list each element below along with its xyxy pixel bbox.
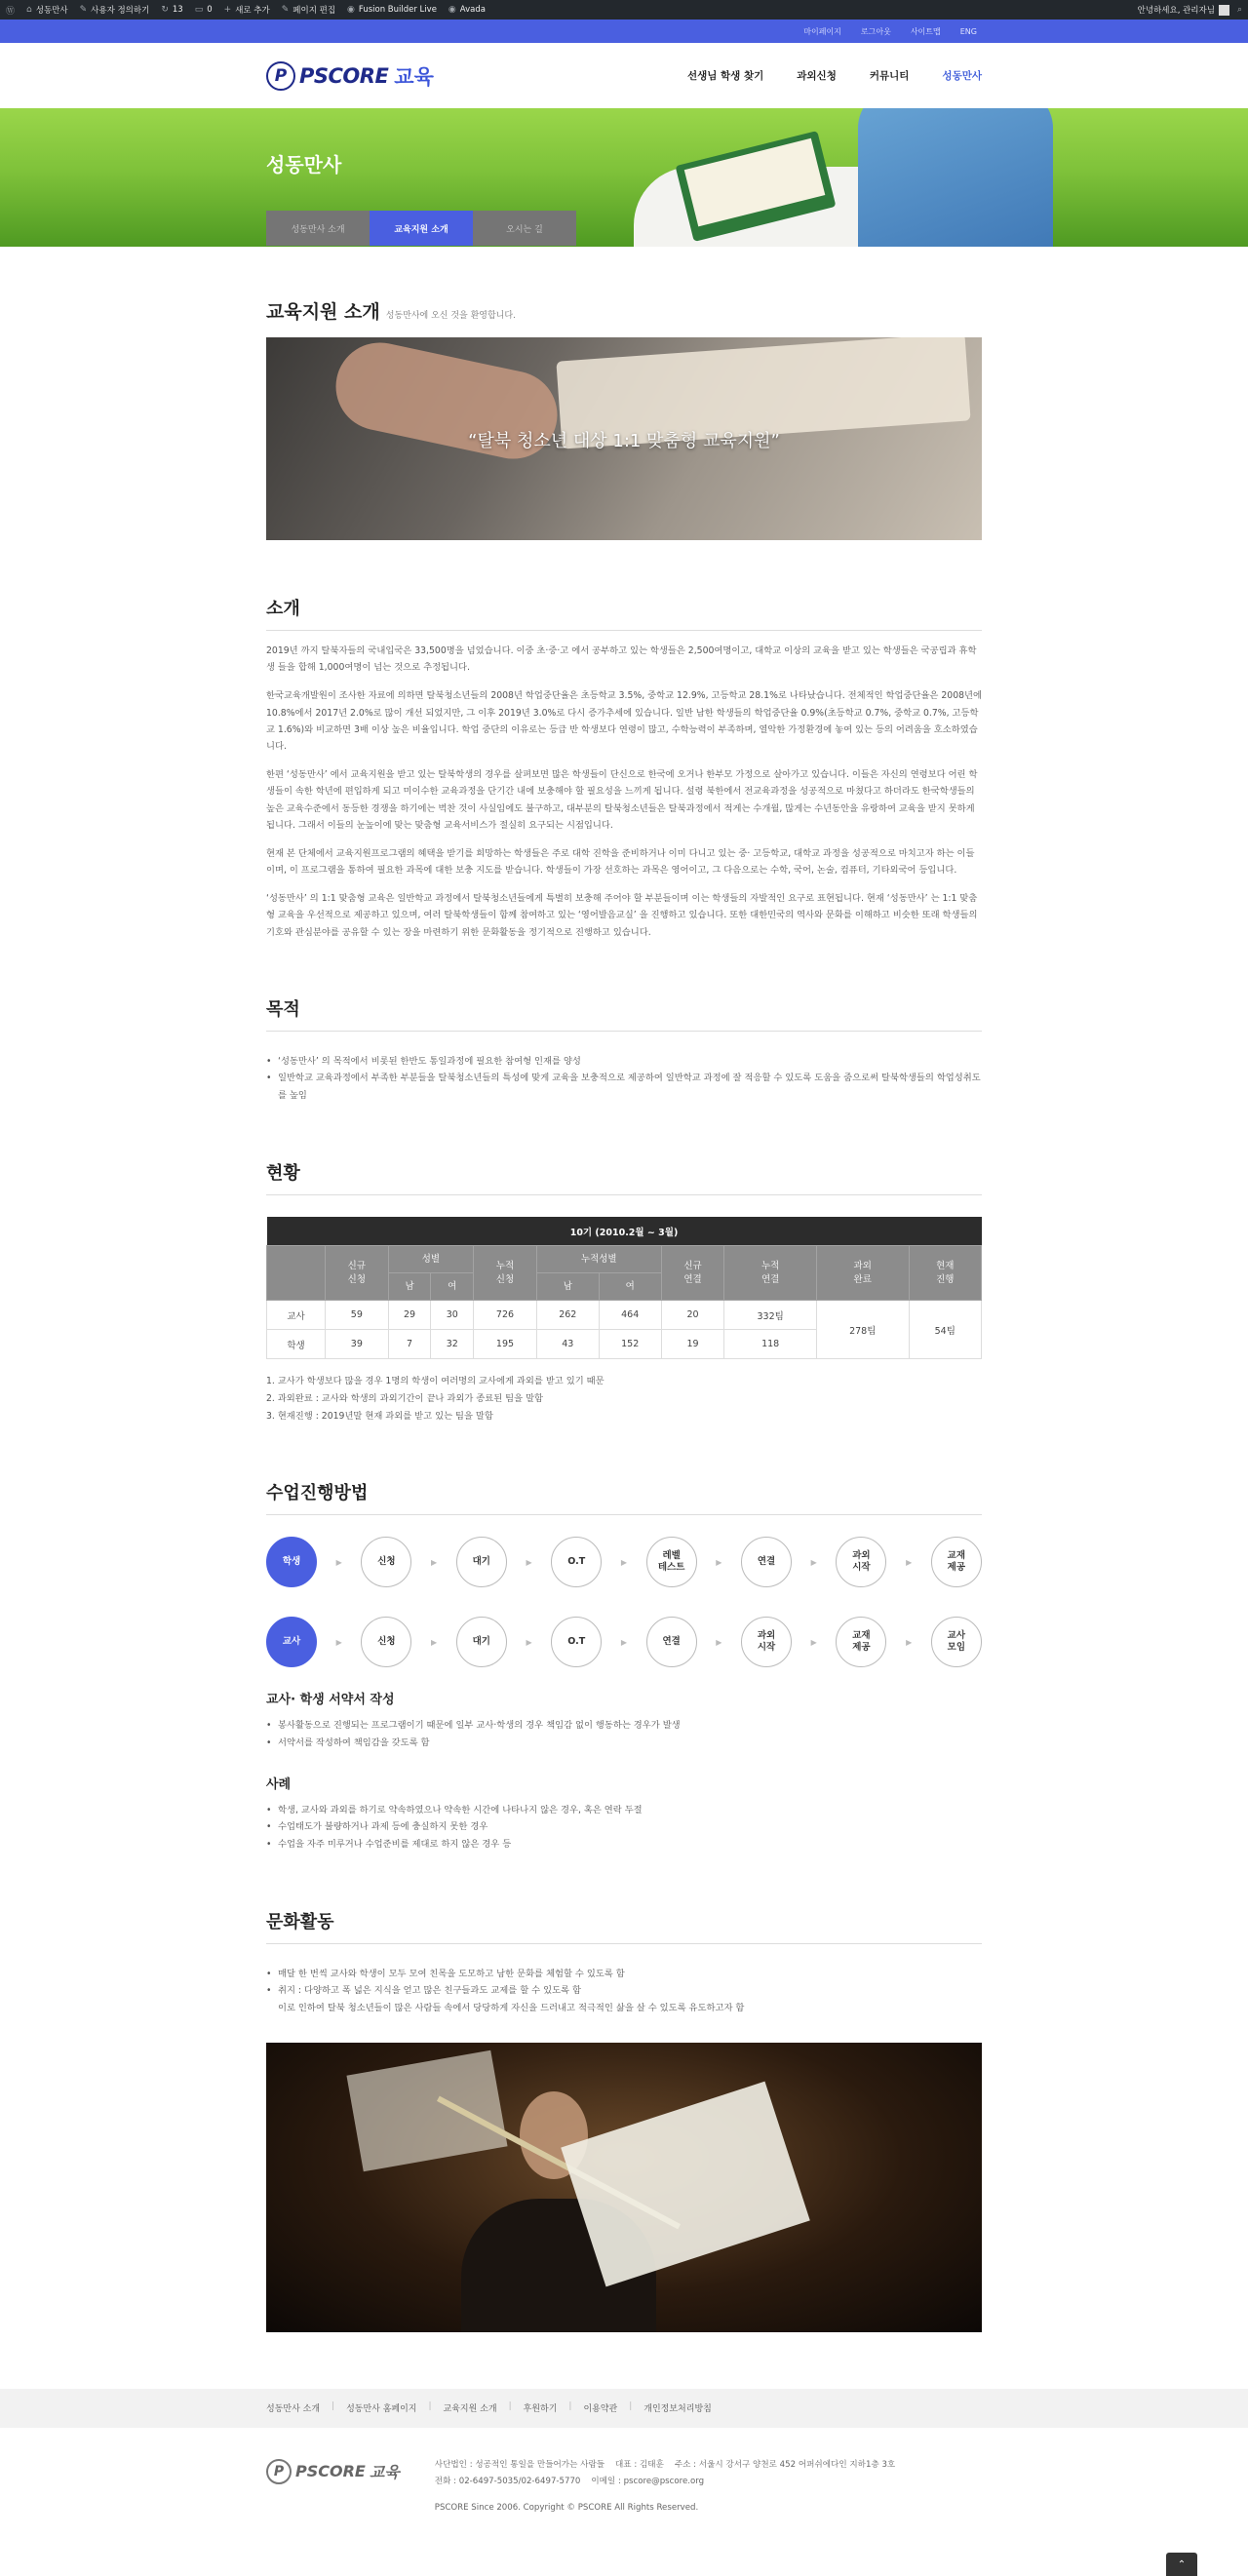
- intro-paragraph: 2019년 까지 탈북자들의 국내입국은 33,500명을 넘었습니다. 이중 초·중·고 에서 공부하고 있는 학생들은 2,500여명이고, 대학교 이상의 교육을 받고 있는 학생들은 국공립과 휴학생 들을 합해 1,000여명이 넘는 것으로 추정됩니다.: [266, 645, 977, 674]
- site-footer: [266, 2428, 982, 2576]
- table-header: 신규 연결: [661, 1246, 724, 1301]
- tab-education[interactable]: 교육지원 소개: [370, 211, 473, 246]
- admin-avada-link[interactable]: ◉ Avada: [448, 5, 486, 15]
- table-header: 누적 신청: [474, 1246, 537, 1301]
- arrow-right-icon: ▶: [810, 1557, 817, 1567]
- footer-ceo: 대표 : 김태훈: [615, 2459, 664, 2470]
- flow-step: 연결: [646, 1617, 697, 1667]
- table-cell: 29: [388, 1301, 431, 1330]
- pledge-title: 교사· 학생 서약서 작성: [266, 1693, 395, 1708]
- divider: |: [428, 2401, 432, 2411]
- list-item: • ‘성동만사’ 의 목적에서 비롯된 한반도 통일과정에 필요한 참여형 인재를 양성: [266, 1053, 982, 1071]
- table-cell: 학생: [267, 1330, 326, 1359]
- flow-step: 신청: [361, 1617, 411, 1667]
- purpose-list: [266, 1053, 982, 1105]
- list-item: • 학생, 교사와 과외를 하기로 약속하였으나 약속한 시간에 나타나지 않은 경우, 혹은 연락 두절: [266, 1802, 982, 1819]
- nav-item-find[interactable]: 선생님 학생 찾기: [686, 70, 764, 82]
- chevron-up-icon: ⌃: [1177, 2558, 1187, 2570]
- intro-paragraph: 현재 본 단체에서 교육지원프로그램의 혜택을 받기를 희망하는 학생들은 주로 대학 진학을 준비하거나 이미 다니고 있는 중· 고등학교, 대학교 과정을 성공적으로 마치고자 하는 이들이며, 이 프로그램을 통하여 필요한 과목에 대한 보충 지도를 받습니다. 학생들이 가장 선호하는 과목은 영어이고, 그 다음으로는 수학, 국어, 논술, 컴퓨터, 기타외국어 등입니다.: [266, 847, 975, 877]
- section-title-culture: 문화활동: [266, 1908, 982, 1944]
- wordpress-icon: Ⓦ: [6, 6, 16, 17]
- admin-edit-page-link[interactable]: ✎ 페이지 편집: [281, 5, 336, 16]
- arrow-right-icon: ▶: [906, 1557, 913, 1567]
- flow-step: 대기: [456, 1537, 507, 1587]
- table-header: 과외 완료: [816, 1246, 909, 1301]
- logo-name: PSCORE: [299, 63, 389, 88]
- utility-link-eng[interactable]: ENG: [959, 26, 977, 36]
- footer-info: [435, 2457, 895, 2576]
- photo-sheet-music: [561, 2081, 810, 2286]
- avada-icon: ◉: [448, 5, 456, 15]
- section-title-purpose: 목적: [266, 995, 982, 1032]
- footer-address: 주소 : 서울시 강서구 양천로 452 어퍼쉬에다인 지하1층 3호: [674, 2459, 896, 2470]
- education-banner: [266, 337, 982, 540]
- status-notes: [266, 1373, 982, 1425]
- footer-logo: P PSCORE 교육: [266, 2457, 400, 2486]
- divider: |: [629, 2401, 633, 2411]
- list-item: • 일반학교 교육과정에서 부족한 부분들을 탈북청소년들의 특성에 맞게 교육을 보충적으로 제공하여 일반학교 과정에 잘 적응할 수 있도록 도움을 줌으로써 탈북학생들의 학업성취도를 높임: [266, 1070, 982, 1104]
- utility-bar: [0, 20, 1248, 43]
- table-cell: 59: [326, 1301, 389, 1330]
- arrow-right-icon: ▶: [716, 1637, 722, 1647]
- utility-link-logout[interactable]: 로그아웃: [860, 26, 891, 36]
- logo-sub: 교육: [394, 64, 434, 89]
- refresh-icon: ↻: [161, 5, 169, 15]
- table-cell-completed: 278팀: [816, 1301, 909, 1359]
- wordpress-menu[interactable]: [6, 4, 15, 17]
- teacher-flow: [266, 1617, 982, 1667]
- footer-link[interactable]: 교육지원 소개: [443, 2404, 497, 2414]
- hero-banner: [0, 108, 1248, 247]
- admin-updates-link[interactable]: ↻ 13: [161, 5, 183, 15]
- divider: |: [508, 2401, 512, 2411]
- table-cell-ongoing: 54팀: [909, 1301, 981, 1359]
- flow-step: O.T: [551, 1537, 602, 1587]
- table-cell: 39: [326, 1330, 389, 1359]
- table-header-male: 남: [388, 1273, 431, 1301]
- table-caption: 10기 (2010.2월 ~ 3월): [267, 1217, 982, 1246]
- arrow-right-icon: ▶: [906, 1637, 913, 1647]
- wp-admin-bar: [0, 0, 1248, 20]
- pencil-icon: ✎: [281, 5, 290, 15]
- list-item: • 수업태도가 불량하거나 과제 등에 충실하지 못한 경우: [266, 1818, 982, 1836]
- footer-link[interactable]: 후원하기: [523, 2404, 558, 2414]
- flow-step: 과외 시작: [836, 1537, 886, 1587]
- list-item: • 서약서를 작성하여 책임감을 갖도록 함: [266, 1735, 982, 1752]
- footer-email: 이메일 : pscore@pscore.org: [591, 2476, 705, 2486]
- admin-customize-link[interactable]: ✎ 사용자 정의하기: [79, 5, 150, 16]
- intro-paragraph: ‘성동만사’ 의 1:1 맞춤형 교육은 일반학교 과정에서 탈북청소년들에게 특별히 보충해 주어야 할 부분들이며 이는 학생들의 자발적인 요구로 표현됩니다. 현재 ‘성동만사’ 는 1:1 맞춤형 교육을 우선적으로 제공하고 있으며, 여러 탈북학생들이 함께 참여하고 있는 ‘영어발음교실’ 을 진행하고 있습니다. 또한 대한민국의 역사와 문화를 이해하고 비슷한 또래 학생들의 기호와 관심분야를 공유할 수 있는 장을 마련하기 위한 문화활동을 정기적으로 진행하고 있습니다.: [266, 893, 978, 938]
- admin-site-link[interactable]: ⌂ 성동만사: [26, 5, 68, 16]
- culture-list: [266, 1966, 982, 2017]
- list-item: 2. 과외완료 : 교사와 학생의 과외기간이 끝나 과외가 종료된 팀을 말함: [266, 1392, 544, 1404]
- flow-step: 과외 시작: [741, 1617, 792, 1667]
- section-title-status: 현황: [266, 1159, 982, 1195]
- footer-phone: 전화 : 02-6497-5035/02-6497-5770: [434, 2476, 581, 2486]
- table-cell: 152: [599, 1330, 661, 1359]
- intro-paragraph: 한편 ‘성동만사’ 에서 교육지원을 받고 있는 탈북학생의 경우를 살펴보면 많은 학생들이 단신으로 한국에 오거나 한부모 가정으로 살아가고 있습니다. 이들은 자신의 연령보다 어린 학생들이 속한 학년에 편입하게 되고 미이수한 교육과정을 단기간 내에 보충해야 할 필요성을 느끼게 됩니다. 설령 북한에서 전교육과정을 성공적으로 마쳤다고 하더라도 한국학생들의 높은 교육수준에서 동등한 경쟁을 하기에는 벅찬 것이 사실임에도 불구하고, 대부분의 탈북청소년들은 탈북과정에서 적게는 수개월, 많게는 수년동안을 유랑하여 교육을 받지 못하게 됩니다. 그래서 이들의 눈높이에 맞는 맞춤형 교육서비스가 절실히 요구되는 시점입니다.: [266, 769, 978, 831]
- nav-item-apply[interactable]: 과외신청: [797, 70, 837, 82]
- table-cell: 726: [474, 1301, 537, 1330]
- nav-item-community[interactable]: 커뮤니티: [869, 70, 910, 82]
- list-item: • 취지 : 다양하고 폭 넓은 지식을 얻고 많은 친구들과도 교제를 할 수 있도록 함 이로 인하여 탈북 청소년들이 많은 사람들 속에서 당당하게 자신을 드러내고 적극적인 삶을 살 수 있도록 유도하고자 함: [266, 1982, 982, 2016]
- flow-step-student: 학생: [266, 1537, 317, 1587]
- arrow-right-icon: ▶: [716, 1557, 722, 1567]
- table-header-female: 여: [599, 1273, 661, 1301]
- status-table: [266, 1217, 982, 1360]
- flow-step: 대기: [456, 1617, 507, 1667]
- fusion-icon: ◉: [347, 5, 355, 15]
- plus-icon: +: [223, 5, 232, 15]
- admin-fusion-builder-link[interactable]: ◉ Fusion Builder Live: [347, 5, 437, 15]
- concert-photo: [266, 2043, 982, 2332]
- table-cell: 30: [431, 1301, 474, 1330]
- footer-copyright: PSCORE Since 2006. Copyright © PSCORE All Rights Reserved.: [434, 2502, 699, 2513]
- pscore-logo-icon: P: [266, 61, 295, 91]
- arrow-right-icon: ▶: [620, 1557, 627, 1567]
- section-title-process: 수업진행방법: [266, 1479, 982, 1515]
- list-item: • 수업을 자주 미루거나 수업준비를 제대로 하지 않은 경우 등: [266, 1836, 982, 1854]
- utility-link-sitemap[interactable]: 사이트맵: [910, 26, 941, 36]
- main-content: [266, 297, 982, 2332]
- table-cell: 20: [661, 1301, 724, 1330]
- flow-step: 교재 제공: [931, 1537, 982, 1587]
- divider: |: [332, 2401, 335, 2411]
- table-cell: 43: [536, 1330, 599, 1359]
- comment-icon: ▭: [194, 5, 204, 15]
- brush-icon: ✎: [79, 5, 88, 15]
- footer-links: [0, 2389, 1248, 2428]
- footer-link[interactable]: 성동만사 소개: [266, 2404, 321, 2414]
- flow-step: 교재 제공: [836, 1617, 886, 1667]
- arrow-right-icon: ▶: [431, 1557, 438, 1567]
- avatar: [1219, 5, 1229, 16]
- footer-link[interactable]: 이용약관: [583, 2404, 618, 2414]
- table-cell: 464: [599, 1301, 661, 1330]
- table-cell: 332팀: [724, 1301, 817, 1330]
- page-subtitle: 성동만사에 오신 것을 환영합니다.: [385, 311, 516, 321]
- page-heading: [266, 297, 982, 324]
- footer-link[interactable]: 개인정보처리방침: [644, 2404, 712, 2414]
- scroll-to-top-button[interactable]: [1166, 2553, 1197, 2576]
- table-cell: 7: [388, 1330, 431, 1359]
- flow-step: O.T: [551, 1617, 602, 1667]
- arrow-right-icon: ▶: [526, 1637, 532, 1647]
- table-cell: 19: [661, 1330, 724, 1359]
- divider: |: [568, 2401, 572, 2411]
- pledge-list: [266, 1717, 982, 1751]
- table-header: 현재 진행: [909, 1246, 981, 1301]
- section-title-intro: 소개: [266, 595, 982, 631]
- table-header: 누적 연결: [724, 1246, 817, 1301]
- table-header-blank: [267, 1246, 326, 1301]
- hero-title: 성동만사: [266, 153, 342, 176]
- site-header: [0, 43, 1248, 108]
- table-header: 신규 신청: [326, 1246, 389, 1301]
- flow-step: 연결: [741, 1537, 792, 1587]
- page-title: 교육지원 소개: [266, 301, 380, 323]
- list-item: 1. 교사가 학생보다 많을 경우 1명의 학생이 여러명의 교사에게 과외를 받고 있기 때문: [266, 1376, 604, 1387]
- case-title: 사례: [266, 1776, 292, 1792]
- main-nav: [687, 68, 982, 83]
- list-item: • 매달 한 번씩 교사와 학생이 모두 모여 친목을 도모하고 남한 문화를 체험할 수 있도록 함: [266, 1966, 982, 1983]
- tab-location[interactable]: 오시는 길: [473, 211, 576, 246]
- arrow-right-icon: ▶: [620, 1637, 627, 1647]
- table-cell: 교사: [267, 1301, 326, 1330]
- admin-search[interactable]: [1237, 5, 1242, 15]
- list-item: • 봉사활동으로 진행되는 프로그램이기 때문에 일부 교사·학생의 경우 책임감 없이 행동하는 경우가 발생: [266, 1717, 982, 1735]
- intro-paragraph: 한국교육개발원이 조사한 자료에 의하면 탈북청소년들의 2008년 학업중단율은 초등학교 3.5%, 중학교 12.9%, 고등학교 28.1%로 나타났습니다. 전체적인 학업중단율은 2008년에 10.8%에서 2017년 2.0%로 많이 개선 되었지만, 그 이후 2019년 3.0%로 다시 증가추세에 있습니다. 일반 남한 학생들의 학업중단율 0.9%(초등학교 0.7%, 중학교 0.7%, 고등학교 1.6%)와 비교하면 3배 이상 높은 비율입니다. 학업 중단의 이유로는 등급 반 학생보다 연령이 많고, 수학능력이 부족하며, 열악한 가정환경에 놓여 있는 등의 어려움을 호소하였습니다.: [266, 690, 982, 752]
- nav-item-seongdong[interactable]: 성동만사: [942, 70, 982, 82]
- flow-step: 레벨 테스트: [646, 1537, 697, 1587]
- student-flow: [266, 1537, 982, 1587]
- footer-link[interactable]: 성동만사 홈페이지: [346, 2404, 417, 2414]
- flow-step: 교사 모임: [931, 1617, 982, 1667]
- admin-comments-link[interactable]: ▭ 0: [194, 5, 213, 15]
- flow-step: 신청: [361, 1537, 411, 1587]
- arrow-right-icon: ▶: [335, 1637, 342, 1647]
- table-row: [267, 1301, 982, 1330]
- photo-sheet-music: [346, 2049, 507, 2171]
- arrow-right-icon: ▶: [526, 1557, 532, 1567]
- table-header-female: 여: [431, 1273, 474, 1301]
- arrow-right-icon: ▶: [335, 1557, 342, 1567]
- table-header: 누적성별: [536, 1246, 661, 1273]
- table-cell: 32: [431, 1330, 474, 1359]
- footer-org: 사단법인 : 성공적인 통일을 만들어가는 사람들: [434, 2459, 605, 2470]
- hero-photo-shirt: [858, 108, 1053, 247]
- table-header: 성별: [388, 1246, 473, 1273]
- case-list: [266, 1802, 982, 1854]
- table-cell: 262: [536, 1301, 599, 1330]
- flow-step-teacher: 교사: [266, 1617, 317, 1667]
- arrow-right-icon: ▶: [810, 1637, 817, 1647]
- admin-new-link[interactable]: + 새로 추가: [223, 5, 270, 16]
- tab-intro[interactable]: 성동만사 소개: [266, 211, 370, 246]
- sub-tabs: [266, 211, 576, 246]
- pscore-logo-icon: P: [266, 2459, 292, 2484]
- admin-account-menu[interactable]: 안녕하세요, 관리자님: [1138, 4, 1229, 16]
- list-item: 3. 현재진행 : 2019년말 현재 과외를 받고 있는 팀을 말함: [266, 1410, 493, 1422]
- table-cell: 195: [474, 1330, 537, 1359]
- search-icon: ⌕: [1236, 5, 1242, 15]
- utility-link-mypage[interactable]: 마이페이지: [803, 26, 841, 36]
- site-logo[interactable]: [266, 61, 434, 91]
- table-cell: 118: [724, 1330, 817, 1359]
- table-header-male: 남: [536, 1273, 599, 1301]
- arrow-right-icon: ▶: [431, 1637, 438, 1647]
- home-icon: ⌂: [26, 5, 32, 15]
- banner-caption: “탈북 청소년 대상 1:1 맞춤형 교육지원”: [468, 431, 780, 451]
- culture-note: 이로 인하여 탈북 청소년들이 많은 사람들 속에서 당당하게 자신을 드러내고 적극적인 삶을 살 수 있도록 유도하고자 함: [278, 2002, 745, 2013]
